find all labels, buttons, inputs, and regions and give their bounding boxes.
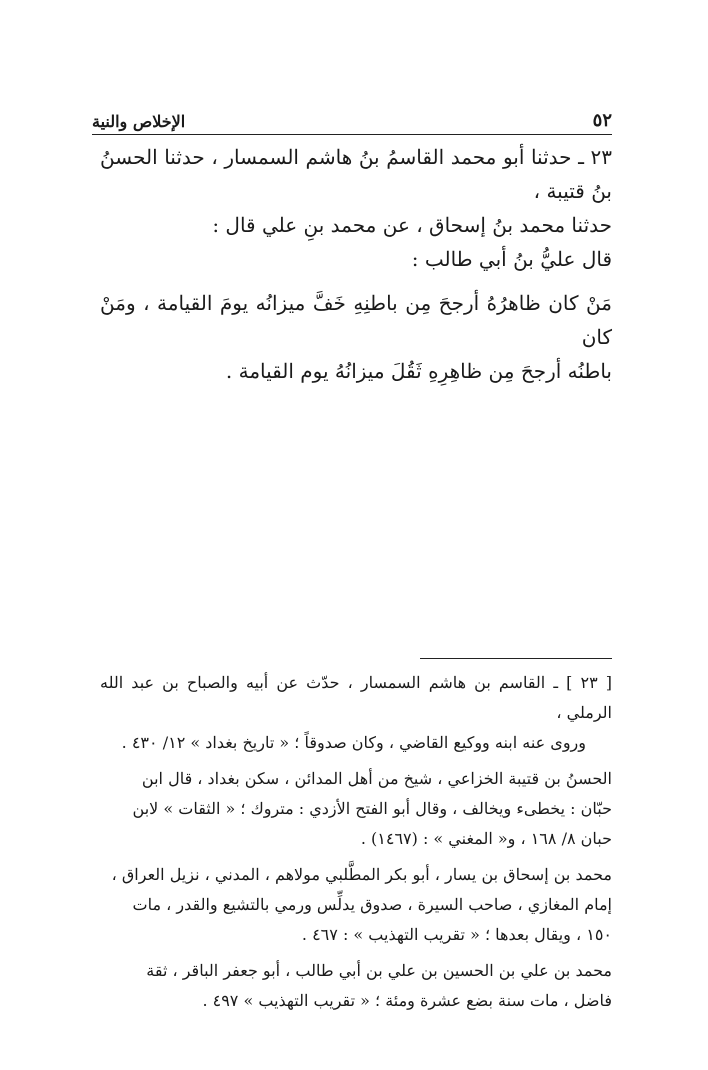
body-line: ٢٣ ـ حدثنا أبو محمد القاسمُ بنُ هاشم السمسار ، حدثنا الحسنُ بنُ قتيبة ، <box>100 145 612 203</box>
body-line: حدثنا محمد بنُ إسحاق ، عن محمد بنِ علي قال : <box>212 213 612 237</box>
running-title: الإخلاص والنية <box>92 112 186 131</box>
footnote-line: إمام المغازي ، صاحب السيرة ، صدوق يدلِّس ورمي بالتشيع والقدر ، مات <box>132 895 612 914</box>
footnote-line: محمد بن علي بن الحسين بن علي بن أبي طالب ، أبو جعفر الباقر ، ثقة <box>146 961 612 980</box>
body-line: قال عليُّ بنُ أبي طالب : <box>411 247 612 271</box>
body-line: باطنُه أرجحَ مِن ظاهِرِهِ ثَقُلَ ميزانُهُ يوم القيامة . <box>225 359 612 383</box>
body-line: مَنْ كان ظاهرُهُ أرجحَ مِن باطنِهِ خَفَّ ميزانُه يومَ القيامة ، ومَنْ كان <box>100 291 612 349</box>
footnote-line: ١٥٠ ، ويقال بعدها ؛ « تقريب التهذيب » : ٤٦٧ . <box>301 925 612 944</box>
footnote-qasim <box>100 668 612 758</box>
footnote-baqir <box>100 956 612 1016</box>
footnote-line: حبّان : يخطىء ويخالف ، وقال أبو الفتح الأزدي : متروك ؛ « الثقات » لابن <box>132 799 612 818</box>
footnote-ibn-ishaq <box>100 860 612 950</box>
footnote-line: حبان ٨/ ١٦٨ ، و« المغني » : (١٤٦٧) . <box>360 829 612 848</box>
footnotes <box>100 668 612 1016</box>
footnote-line: وروى عنه ابنه ووكيع القاضي ، وكان صدوقاً ؛ « تاريخ بغداد » ١٢/ ٤٣٠ . <box>121 733 586 752</box>
page-number: ٥٢ <box>592 110 612 131</box>
footnote-line: [ ٢٣ ] ـ القاسم بن هاشم السمسار ، حدّث عن أبيه والصباح بن عبد الله الرملي ، <box>100 673 613 722</box>
footnote-divider <box>420 658 612 659</box>
footnote-line: الحسنُ بن قتيبة الخزاعي ، شيخ من أهل المدائن ، سكن بغداد ، قال ابن <box>141 769 612 788</box>
footnote-line: محمد بن إسحاق بن يسار ، أبو بكر المطَّلبي مولاهم ، المدني ، نزيل العراق ، <box>111 865 612 884</box>
hadith-text <box>100 140 612 388</box>
footnote-line: فاضل ، مات سنة بضع عشرة ومئة ؛ « تقريب التهذيب » ٤٩٧ . <box>202 991 612 1010</box>
header-divider <box>92 134 612 135</box>
footnote-hasan <box>100 764 612 854</box>
page-header <box>92 101 612 131</box>
